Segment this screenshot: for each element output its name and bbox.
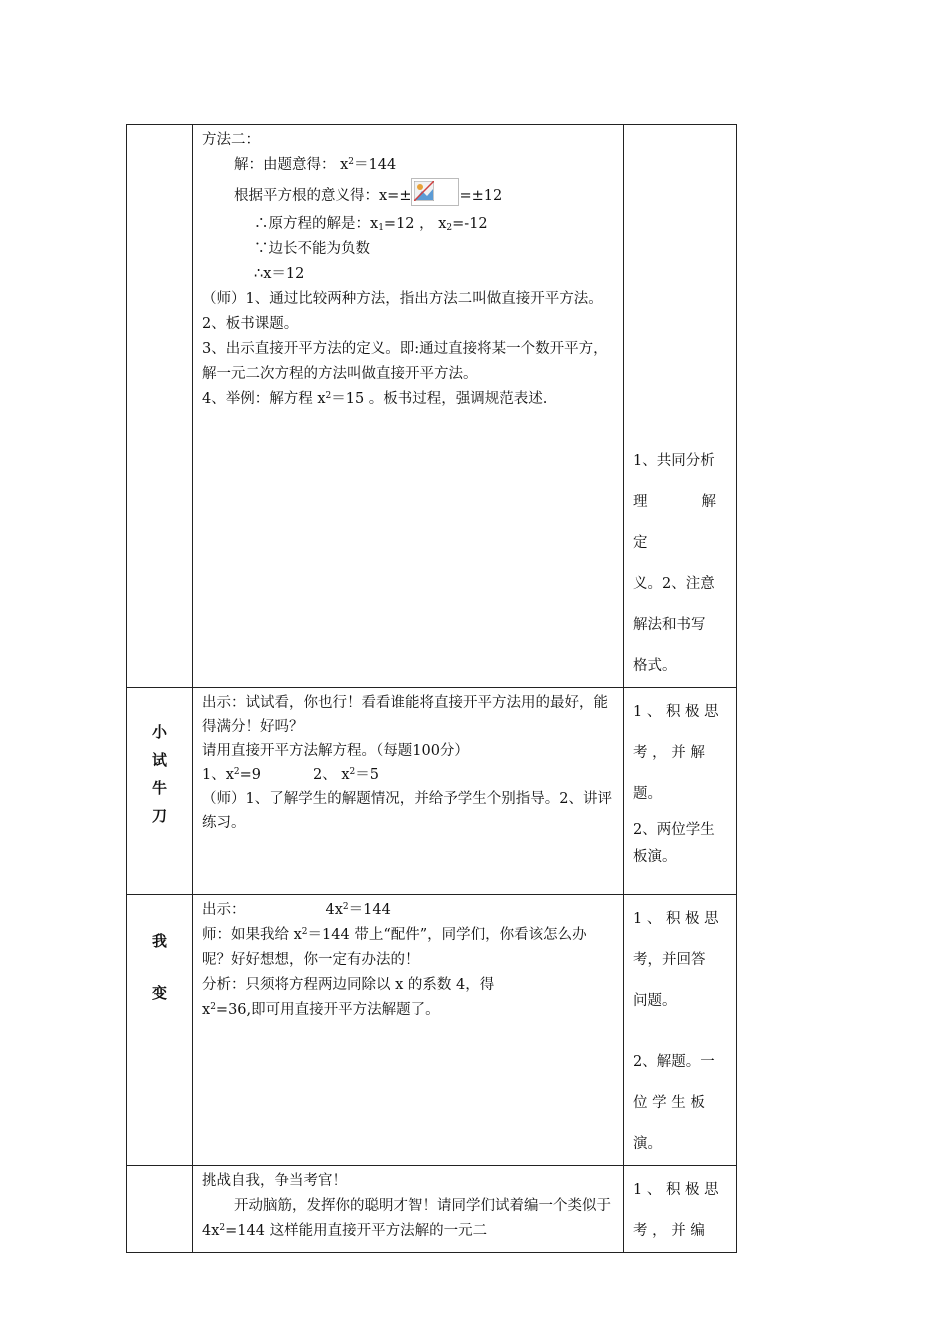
note-line: 板演。 [633, 849, 677, 865]
table-row-challenge [127, 1166, 737, 1253]
row-label-practice [127, 688, 193, 895]
note-line: 2、两位学生 [633, 822, 715, 838]
label-char: 变 [151, 984, 167, 1002]
note-line: 理 解 定 [633, 494, 730, 551]
challenge-heading: 挑战自我，争当考官！ [202, 1173, 347, 1189]
notes-cell [624, 1166, 737, 1253]
definition-note: 3、出示直接开平方法的定义。即:通过直接将某一个数开平方，解一元二次方程的方法叫做直接开平方法。 [202, 341, 608, 382]
lesson-plan-table [126, 124, 737, 1253]
note-line: 1 、 积 极 思 [633, 704, 719, 720]
square-root-line: 根据平方根的意义得：x=± =±12 [202, 178, 615, 212]
because-line: ∵边长不能为负数 [254, 241, 370, 257]
content-cell [193, 688, 624, 895]
prompt-line: 出示： $4x^2=144$ [202, 902, 391, 918]
note-line: 考 ， 并 解 [633, 745, 705, 761]
label-char: 刀 [151, 807, 167, 825]
instruction-line: 请用直接开平方法解方程。（每题100分） [202, 743, 469, 759]
content-cell [193, 1166, 624, 1253]
analysis-line: 分析：只须将方程两边同除以 x 的系数 4，得 [202, 977, 495, 993]
note-line: 演。 [633, 1136, 662, 1152]
solution-line: 解：由题意得： $x^2=144$ [234, 157, 397, 173]
notes-cell [624, 688, 737, 895]
roots-line: ∴原方程的解是：$x_1=12$ ， $x_2=-12$ [254, 216, 488, 233]
example-note: 4、举例：解方程 $x^2=15$ 。板书过程，强调规范表述. [202, 391, 548, 407]
table-row-method-two [127, 125, 737, 688]
notes-cell [624, 125, 737, 688]
note-line: 义。2、注意 [633, 576, 715, 592]
exercise-line: 1、$x^2=9$ 2、 $x^2=5$ [202, 767, 379, 783]
note-line: 考 ， 并 编 [633, 1223, 705, 1239]
row-label-empty [127, 125, 193, 688]
teacher-note: （师）1、了解学生的解题情况，并给予学生个别指导。2、讲评练习。 [202, 791, 612, 831]
row-label-empty [127, 1166, 193, 1253]
note-line: 格式。 [633, 658, 677, 674]
note-line: 1、共同分析 [633, 453, 715, 469]
content-cell [193, 125, 624, 688]
label-char: 牛 [151, 779, 167, 797]
challenge-text: 开动脑筋，发挥你的聪明才智！请同学们试着编一个类似于 $4x^2=144$ 这样能用直接开平方法解的一元二 [202, 1198, 611, 1239]
broken-image-icon [411, 178, 459, 206]
note-line: 考，并回答 [633, 952, 706, 968]
note-line: 1 、 积 极 思 [633, 1182, 719, 1198]
note-line: 题。 [633, 786, 662, 802]
label-char: 试 [151, 751, 167, 769]
note-line: 1 、 积 极 思 [633, 911, 719, 927]
content-cell [193, 895, 624, 1166]
teacher-note: （师）1、通过比较两种方法，指出方法二叫做直接开平方法。2、板书课题。 [202, 291, 603, 332]
notes-cell [624, 895, 737, 1166]
row-label-variation [127, 895, 193, 1166]
table-row-variation [127, 895, 737, 1166]
table-row-practice [127, 688, 737, 895]
analysis-result: $x^2=36$,即可用直接开平方法解题了。 [202, 1002, 440, 1018]
note-line: 2、解题。一 [633, 1054, 715, 1070]
method-two-heading: 方法二： [202, 132, 260, 148]
label-char: 我 [151, 932, 167, 950]
prompt-line: 出示：试试看，你也行！看看谁能将直接开平方法用的最好，能得满分！好吗？ [202, 695, 608, 735]
therefore-line: ∴x＝12 [254, 266, 305, 282]
note-line: 位 学 生 板 [633, 1095, 705, 1111]
teacher-question: 师：如果我给 $x^2=144$ 带上“配件”，同学们，你看该怎么办呢？好好想想，你一定有办法的！ [202, 927, 587, 968]
note-line: 解法和书写 [633, 617, 706, 633]
label-char: 小 [151, 723, 167, 741]
note-line: 问题。 [633, 993, 677, 1009]
